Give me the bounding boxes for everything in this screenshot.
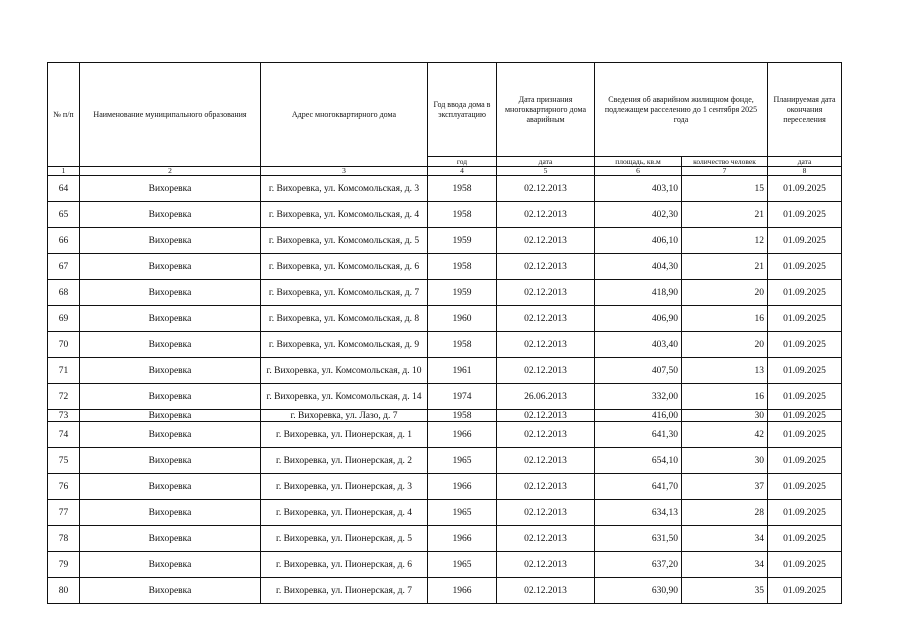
cell-planned: 01.09.2025 bbox=[768, 422, 842, 448]
cell-people: 30 bbox=[682, 448, 768, 474]
cell-address: г. Вихоревка, ул. Пионерская, д. 3 bbox=[261, 474, 428, 500]
cell-planned: 01.09.2025 bbox=[768, 254, 842, 280]
cell-people: 16 bbox=[682, 306, 768, 332]
cell-date: 02.12.2013 bbox=[497, 254, 595, 280]
table-row bbox=[48, 384, 842, 410]
cell-area: 406,90 bbox=[595, 306, 682, 332]
cell-date: 02.12.2013 bbox=[497, 474, 595, 500]
cell-planned: 01.09.2025 bbox=[768, 474, 842, 500]
cell-people: 21 bbox=[682, 254, 768, 280]
cell-people: 34 bbox=[682, 552, 768, 578]
column-number: 4 bbox=[428, 167, 497, 176]
cell-date: 02.12.2013 bbox=[497, 526, 595, 552]
cell-planned: 01.09.2025 bbox=[768, 358, 842, 384]
cell-address: г. Вихоревка, ул. Комсомольская, д. 14 bbox=[261, 384, 428, 410]
cell-planned: 01.09.2025 bbox=[768, 228, 842, 254]
table-row bbox=[48, 552, 842, 578]
subheader-people: количество человек bbox=[682, 157, 768, 167]
cell-num: 76 bbox=[48, 474, 80, 500]
subheader-planned: дата bbox=[768, 157, 842, 167]
cell-num: 68 bbox=[48, 280, 80, 306]
cell-num: 69 bbox=[48, 306, 80, 332]
cell-num: 66 bbox=[48, 228, 80, 254]
cell-people: 42 bbox=[682, 422, 768, 448]
cell-municipality: Вихоревка bbox=[80, 306, 261, 332]
header-year: Год ввода дома в эксплуатацию bbox=[428, 63, 497, 157]
cell-planned: 01.09.2025 bbox=[768, 526, 842, 552]
cell-people: 12 bbox=[682, 228, 768, 254]
cell-municipality: Вихоревка bbox=[80, 410, 261, 422]
table-row bbox=[48, 474, 842, 500]
cell-people: 37 bbox=[682, 474, 768, 500]
table-row bbox=[48, 254, 842, 280]
cell-people: 20 bbox=[682, 280, 768, 306]
table-row bbox=[48, 410, 842, 422]
cell-people: 34 bbox=[682, 526, 768, 552]
cell-year: 1965 bbox=[428, 552, 497, 578]
cell-address: г. Вихоревка, ул. Пионерская, д. 7 bbox=[261, 578, 428, 604]
column-number: 1 bbox=[48, 167, 80, 176]
cell-address: г. Вихоревка, ул. Лазо, д. 7 bbox=[261, 410, 428, 422]
cell-people: 30 bbox=[682, 410, 768, 422]
cell-area: 406,10 bbox=[595, 228, 682, 254]
cell-year: 1974 bbox=[428, 384, 497, 410]
cell-num: 73 bbox=[48, 410, 80, 422]
cell-year: 1966 bbox=[428, 422, 497, 448]
cell-planned: 01.09.2025 bbox=[768, 280, 842, 306]
subheader-date: дата bbox=[497, 157, 595, 167]
cell-date: 02.12.2013 bbox=[497, 552, 595, 578]
cell-planned: 01.09.2025 bbox=[768, 202, 842, 228]
cell-municipality: Вихоревка bbox=[80, 474, 261, 500]
table-row bbox=[48, 228, 842, 254]
cell-date: 02.12.2013 bbox=[497, 228, 595, 254]
cell-address: г. Вихоревка, ул. Комсомольская, д. 8 bbox=[261, 306, 428, 332]
cell-area: 407,50 bbox=[595, 358, 682, 384]
cell-year: 1958 bbox=[428, 202, 497, 228]
cell-area: 403,10 bbox=[595, 176, 682, 202]
cell-planned: 01.09.2025 bbox=[768, 332, 842, 358]
cell-address: г. Вихоревка, ул. Пионерская, д. 5 bbox=[261, 526, 428, 552]
cell-num: 77 bbox=[48, 500, 80, 526]
cell-date: 02.12.2013 bbox=[497, 422, 595, 448]
cell-area: 641,30 bbox=[595, 422, 682, 448]
column-number: 7 bbox=[682, 167, 768, 176]
table-row bbox=[48, 202, 842, 228]
cell-year: 1958 bbox=[428, 332, 497, 358]
cell-address: г. Вихоревка, ул. Комсомольская, д. 4 bbox=[261, 202, 428, 228]
cell-planned: 01.09.2025 bbox=[768, 410, 842, 422]
cell-area: 630,90 bbox=[595, 578, 682, 604]
subheader-area: площадь, кв.м bbox=[595, 157, 682, 167]
column-number: 6 bbox=[595, 167, 682, 176]
cell-planned: 01.09.2025 bbox=[768, 306, 842, 332]
table-row bbox=[48, 578, 842, 604]
cell-area: 332,00 bbox=[595, 384, 682, 410]
cell-num: 64 bbox=[48, 176, 80, 202]
cell-address: г. Вихоревка, ул. Комсомольская, д. 6 bbox=[261, 254, 428, 280]
cell-year: 1966 bbox=[428, 526, 497, 552]
cell-num: 72 bbox=[48, 384, 80, 410]
column-number-row bbox=[48, 167, 842, 176]
cell-date: 02.12.2013 bbox=[497, 202, 595, 228]
cell-people: 15 bbox=[682, 176, 768, 202]
housing-relocation-table bbox=[47, 62, 842, 604]
cell-municipality: Вихоревка bbox=[80, 280, 261, 306]
cell-municipality: Вихоревка bbox=[80, 254, 261, 280]
cell-area: 418,90 bbox=[595, 280, 682, 306]
cell-date: 26.06.2013 bbox=[497, 384, 595, 410]
cell-area: 637,20 bbox=[595, 552, 682, 578]
cell-date: 02.12.2013 bbox=[497, 578, 595, 604]
table-row bbox=[48, 280, 842, 306]
cell-municipality: Вихоревка bbox=[80, 358, 261, 384]
cell-year: 1958 bbox=[428, 410, 497, 422]
cell-year: 1966 bbox=[428, 578, 497, 604]
cell-people: 16 bbox=[682, 384, 768, 410]
cell-area: 416,00 bbox=[595, 410, 682, 422]
cell-date: 02.12.2013 bbox=[497, 448, 595, 474]
cell-num: 71 bbox=[48, 358, 80, 384]
cell-municipality: Вихоревка bbox=[80, 332, 261, 358]
cell-num: 78 bbox=[48, 526, 80, 552]
cell-year: 1965 bbox=[428, 500, 497, 526]
cell-address: г. Вихоревка, ул. Пионерская, д. 6 bbox=[261, 552, 428, 578]
cell-address: г. Вихоревка, ул. Пионерская, д. 4 bbox=[261, 500, 428, 526]
column-number: 5 bbox=[497, 167, 595, 176]
header-municipality: Наименование муниципального образования bbox=[80, 63, 261, 167]
cell-municipality: Вихоревка bbox=[80, 422, 261, 448]
cell-municipality: Вихоревка bbox=[80, 228, 261, 254]
cell-municipality: Вихоревка bbox=[80, 500, 261, 526]
column-number: 2 bbox=[80, 167, 261, 176]
cell-date: 02.12.2013 bbox=[497, 358, 595, 384]
cell-municipality: Вихоревка bbox=[80, 448, 261, 474]
cell-planned: 01.09.2025 bbox=[768, 500, 842, 526]
table-row bbox=[48, 500, 842, 526]
header-planned-date: Планируемая дата окончания переселения bbox=[768, 63, 842, 157]
cell-date: 02.12.2013 bbox=[497, 306, 595, 332]
cell-date: 02.12.2013 bbox=[497, 410, 595, 422]
column-number: 8 bbox=[768, 167, 842, 176]
cell-address: г. Вихоревка, ул. Комсомольская, д. 9 bbox=[261, 332, 428, 358]
cell-municipality: Вихоревка bbox=[80, 202, 261, 228]
cell-area: 654,10 bbox=[595, 448, 682, 474]
subheader-year: год bbox=[428, 157, 497, 167]
cell-area: 634,13 bbox=[595, 500, 682, 526]
cell-num: 75 bbox=[48, 448, 80, 474]
table-row bbox=[48, 176, 842, 202]
cell-people: 21 bbox=[682, 202, 768, 228]
cell-date: 02.12.2013 bbox=[497, 280, 595, 306]
header-num: № п/п bbox=[48, 63, 80, 167]
cell-year: 1959 bbox=[428, 228, 497, 254]
cell-area: 641,70 bbox=[595, 474, 682, 500]
table-row bbox=[48, 358, 842, 384]
cell-year: 1965 bbox=[428, 448, 497, 474]
cell-year: 1961 bbox=[428, 358, 497, 384]
header-row bbox=[48, 63, 842, 157]
cell-address: г. Вихоревка, ул. Пионерская, д. 2 bbox=[261, 448, 428, 474]
cell-address: г. Вихоревка, ул. Комсомольская, д. 3 bbox=[261, 176, 428, 202]
cell-year: 1960 bbox=[428, 306, 497, 332]
cell-municipality: Вихоревка bbox=[80, 578, 261, 604]
cell-area: 402,30 bbox=[595, 202, 682, 228]
header-info: Сведения об аварийном жилищном фонде, подлежащем расселению до 1 сентября 2025 года bbox=[595, 63, 768, 157]
cell-year: 1958 bbox=[428, 254, 497, 280]
column-number: 3 bbox=[261, 167, 428, 176]
cell-municipality: Вихоревка bbox=[80, 176, 261, 202]
cell-year: 1959 bbox=[428, 280, 497, 306]
cell-num: 74 bbox=[48, 422, 80, 448]
cell-municipality: Вихоревка bbox=[80, 384, 261, 410]
cell-people: 20 bbox=[682, 332, 768, 358]
table-row bbox=[48, 526, 842, 552]
cell-planned: 01.09.2025 bbox=[768, 552, 842, 578]
cell-area: 631,50 bbox=[595, 526, 682, 552]
cell-area: 403,40 bbox=[595, 332, 682, 358]
cell-address: г. Вихоревка, ул. Пионерская, д. 1 bbox=[261, 422, 428, 448]
cell-planned: 01.09.2025 bbox=[768, 384, 842, 410]
header-address: Адрес многоквартирного дома bbox=[261, 63, 428, 167]
table-row bbox=[48, 448, 842, 474]
cell-year: 1958 bbox=[428, 176, 497, 202]
cell-people: 28 bbox=[682, 500, 768, 526]
cell-people: 13 bbox=[682, 358, 768, 384]
header-date-recognition: Дата признания многоквартирного дома аварийным bbox=[497, 63, 595, 157]
cell-address: г. Вихоревка, ул. Комсомольская, д. 5 bbox=[261, 228, 428, 254]
cell-num: 80 bbox=[48, 578, 80, 604]
table-row bbox=[48, 332, 842, 358]
cell-num: 65 bbox=[48, 202, 80, 228]
cell-area: 404,30 bbox=[595, 254, 682, 280]
cell-num: 70 bbox=[48, 332, 80, 358]
table-row bbox=[48, 306, 842, 332]
cell-date: 02.12.2013 bbox=[497, 500, 595, 526]
cell-address: г. Вихоревка, ул. Комсомольская, д. 7 bbox=[261, 280, 428, 306]
cell-municipality: Вихоревка bbox=[80, 552, 261, 578]
cell-date: 02.12.2013 bbox=[497, 176, 595, 202]
cell-num: 79 bbox=[48, 552, 80, 578]
table-row bbox=[48, 422, 842, 448]
cell-year: 1966 bbox=[428, 474, 497, 500]
cell-planned: 01.09.2025 bbox=[768, 176, 842, 202]
cell-num: 67 bbox=[48, 254, 80, 280]
cell-planned: 01.09.2025 bbox=[768, 448, 842, 474]
cell-people: 35 bbox=[682, 578, 768, 604]
cell-municipality: Вихоревка bbox=[80, 526, 261, 552]
cell-date: 02.12.2013 bbox=[497, 332, 595, 358]
cell-address: г. Вихоревка, ул. Комсомольская, д. 10 bbox=[261, 358, 428, 384]
cell-planned: 01.09.2025 bbox=[768, 578, 842, 604]
